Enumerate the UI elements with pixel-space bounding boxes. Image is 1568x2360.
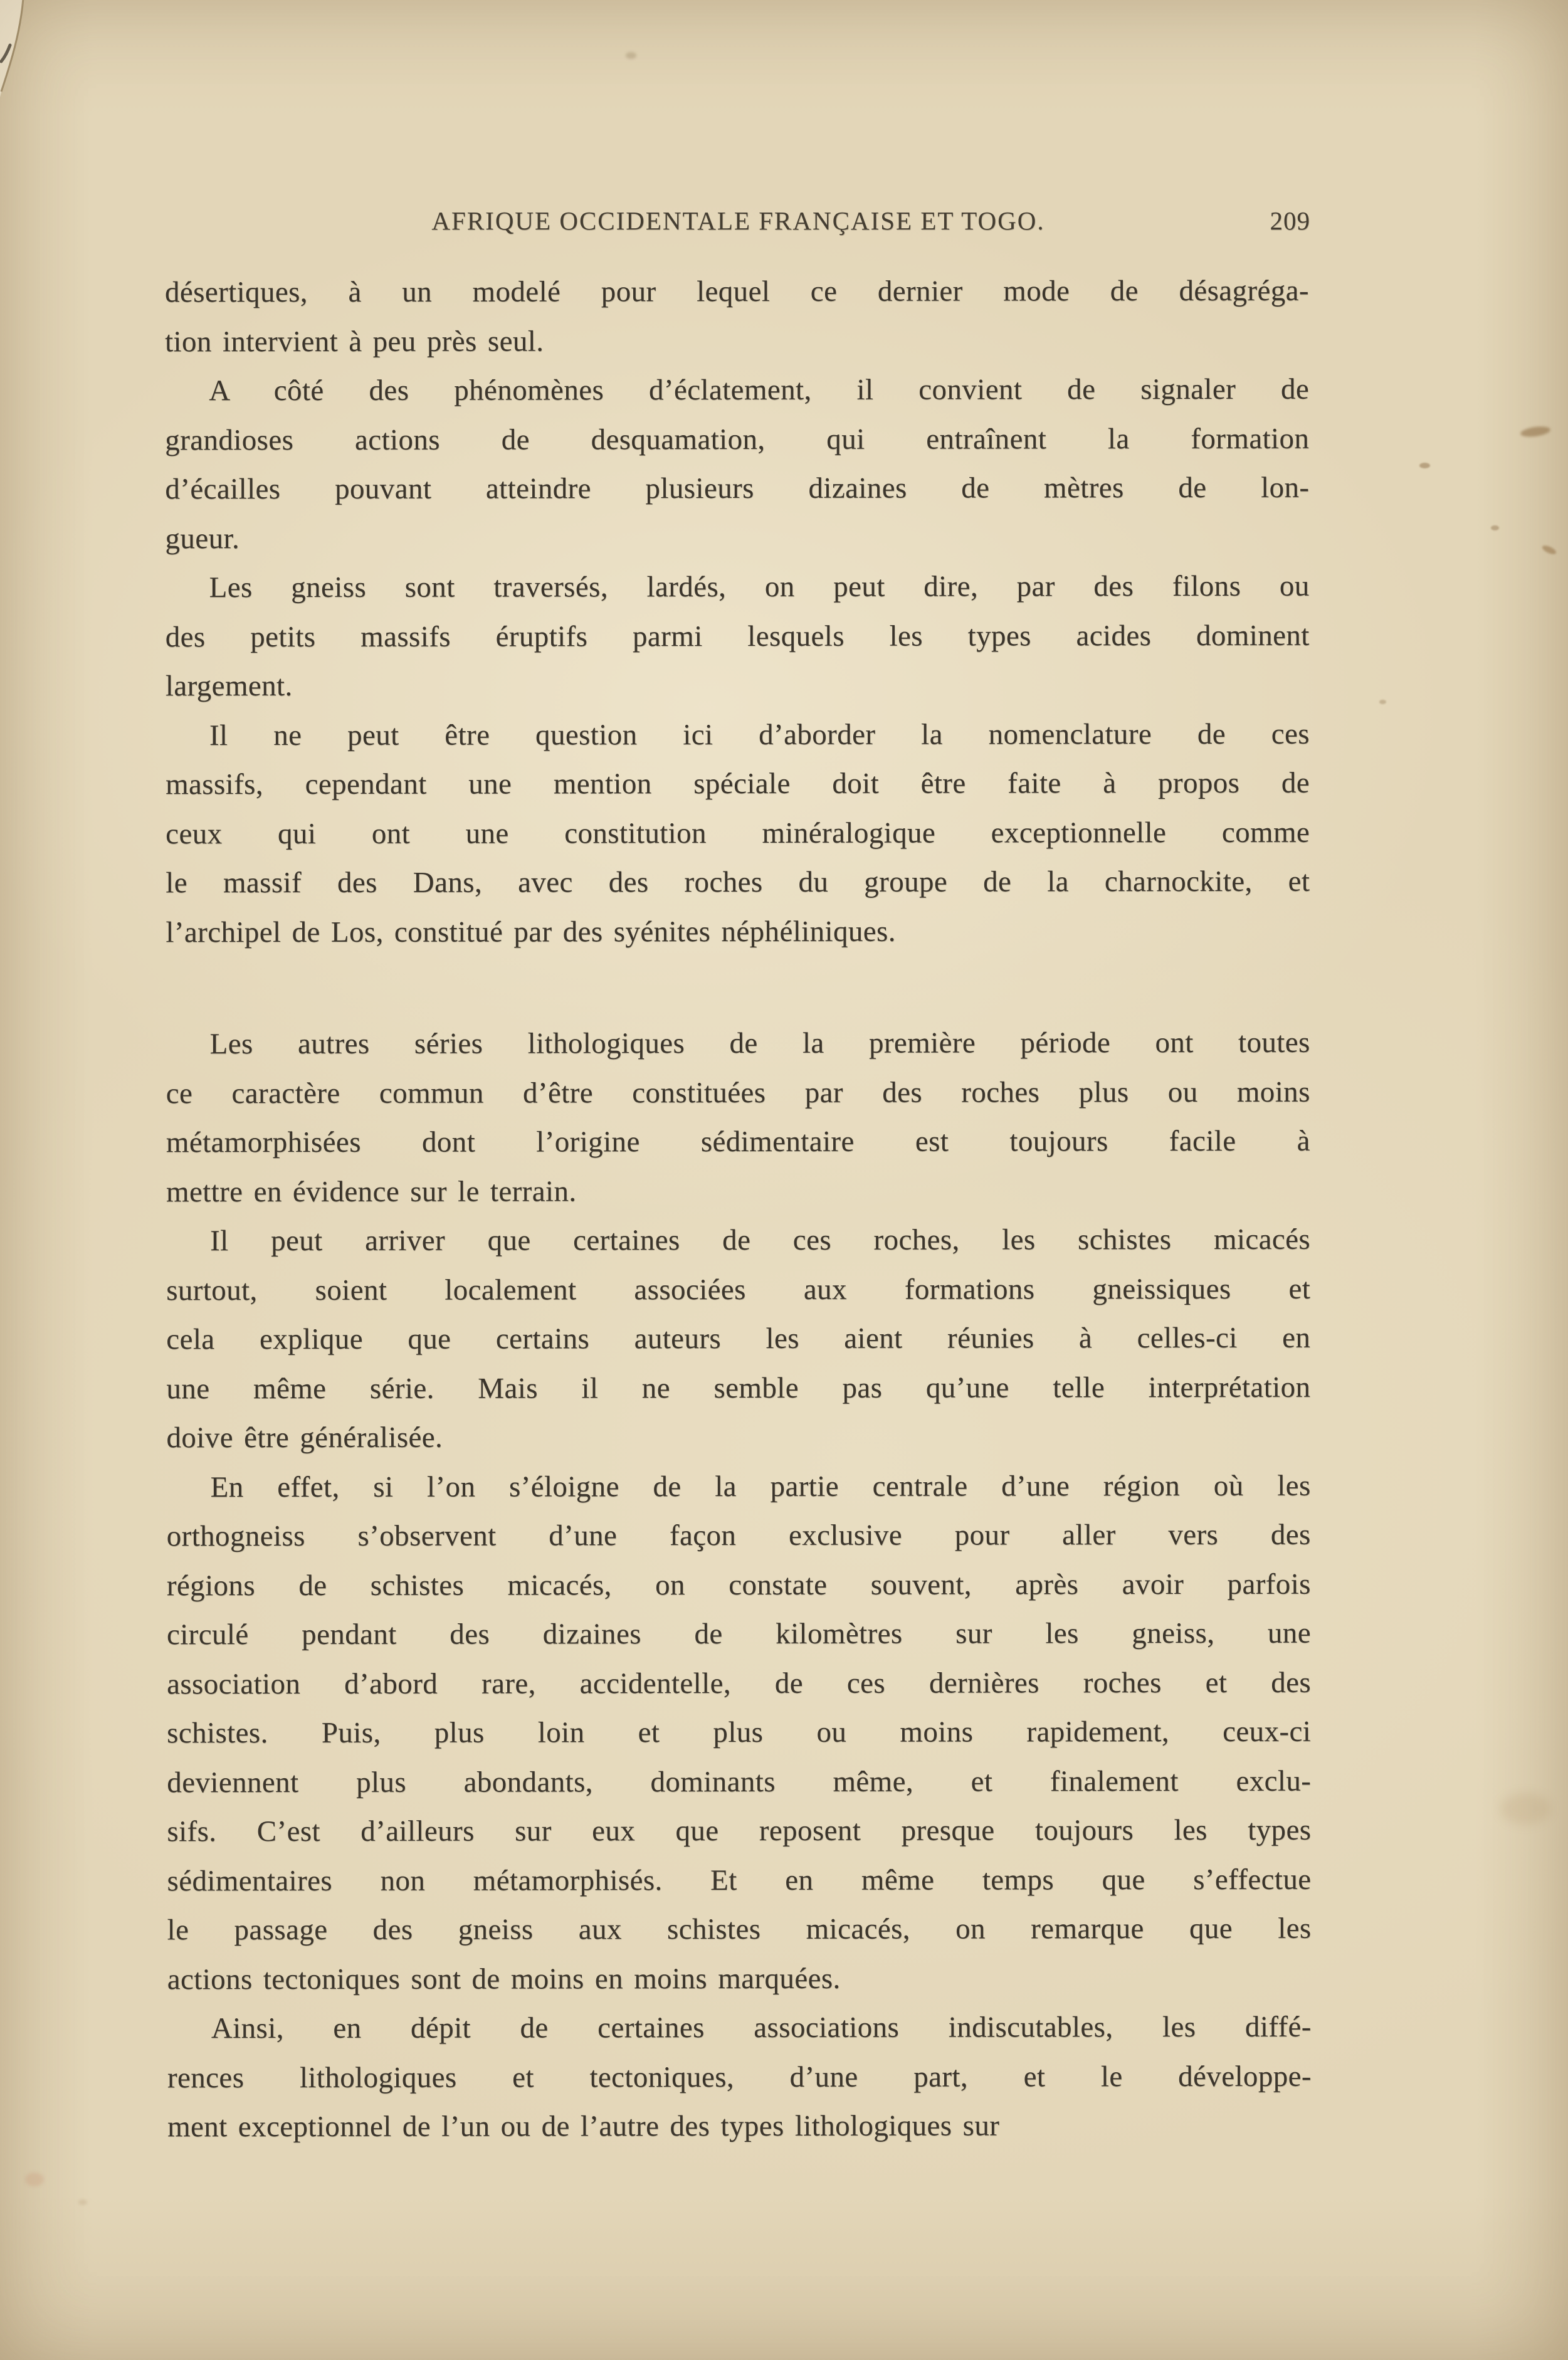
paragraph	[167, 2003, 1312, 2152]
text-line: sifs. C’est d’ailleurs sur eux que reposent presque toujours les types	[167, 1813, 1312, 1848]
text-line: A côté des phénomènes d’éclatement, il convient de signaler de	[209, 372, 1310, 408]
paper-tear-mark	[0, 0, 56, 119]
text-line: massifs, cependant une mention spéciale doit être faite à propos de	[166, 766, 1310, 801]
text-line: ment exceptionnel de l’un ou de l’autre des types lithologiques sur	[167, 2109, 1000, 2144]
paper-stain	[78, 2199, 87, 2205]
paragraph	[166, 1018, 1310, 1217]
paper-stain	[1520, 425, 1551, 439]
text-line: le passage des gneiss aux schistes micacés, on remarque que les	[167, 1912, 1312, 1947]
text-line: une même série. Mais il ne semble pas qu’une telle interprétation	[166, 1371, 1311, 1405]
text-line: rences lithologiques et tectoniques, d’une part, et le développe-	[167, 2060, 1312, 2094]
text-line: surtout, soient localement associées aux formations gneissiques et	[166, 1272, 1311, 1307]
text-line: régions de schistes micacés, on constate souvent, après avoir parfois	[166, 1567, 1311, 1602]
paragraph	[166, 562, 1310, 711]
text-line: l’archipel de Los, constitué par des syénites néphéliniques.	[166, 915, 896, 949]
text-line: métamorphisées dont l’origine sédimentaire est toujours facile à	[166, 1124, 1310, 1159]
page-header	[166, 204, 1310, 237]
paper-stain	[1419, 463, 1430, 468]
text-line: doive être généralisée.	[166, 1421, 443, 1455]
text-line: circulé pendant des dizaines de kilomètres sur les gneiss, une	[166, 1616, 1311, 1651]
text-line: Il ne peut être question ici d’aborder la nomenclature de ces	[209, 717, 1310, 752]
paper-stain	[1379, 700, 1386, 704]
text-line: En effet, si l’on s’éloigne de la partie centrale d’une région où les	[210, 1469, 1311, 1504]
page-text	[165, 266, 1312, 2152]
text-line: Ainsi, en dépit de certaines associations indiscutables, les diffé-	[211, 2010, 1312, 2045]
paper-stain	[1500, 1793, 1550, 1825]
running-title: AFRIQUE OCCIDENTALE FRANÇAISE ET TOGO.	[431, 206, 1045, 235]
text-line: Les gneiss sont traversés, lardés, on peut dire, par des filons ou	[209, 569, 1310, 604]
text-line: mettre en évidence sur le terrain.	[166, 1174, 577, 1208]
text-line: désertiques, à un modelé pour lequel ce dernier mode de désagréga-	[164, 274, 1309, 309]
text-line: tion intervient à peu près seul.	[165, 324, 544, 358]
text-line: ce caractère commun d’être constituées par des roches plus ou moins	[166, 1075, 1310, 1110]
paragraph	[165, 365, 1309, 564]
text-line: sédimentaires non métamorphisés. Et en même temps que s’effectue	[167, 1863, 1312, 1897]
paper-stain	[1541, 544, 1557, 556]
text-line: Les autres séries lithologiques de la première période ont toutes	[209, 1026, 1310, 1061]
text-line: Il peut arriver que certaines de ces roches, les schistes micacés	[210, 1223, 1311, 1258]
text-line: actions tectoniques sont de moins en moins marquées.	[167, 1962, 841, 1996]
page-number: 209	[1270, 206, 1310, 235]
paragraph	[166, 1215, 1311, 1463]
paper-stain	[626, 52, 636, 59]
paper-stain	[25, 2173, 44, 2186]
text-line: association d’abord rare, accidentelle, de ces dernières roches et des	[167, 1666, 1312, 1700]
text-line: ceux qui ont une constitution minéralogique exceptionnelle comme	[166, 816, 1310, 850]
paragraph	[167, 1461, 1312, 2004]
paragraph	[166, 709, 1310, 957]
text-line: des petits massifs éruptifs parmi lesquels les types acides dominent	[165, 619, 1310, 653]
text-line: largement.	[165, 669, 293, 703]
text-line: deviennent plus abondants, dominants même, et finalement exclu-	[167, 1764, 1312, 1799]
text-line: grandioses actions de desquamation, qui entraînent la formation	[165, 422, 1310, 456]
text-line: gueur.	[165, 522, 240, 555]
paragraph	[165, 266, 1309, 367]
text-line: schistes. Puis, plus loin et plus ou moins rapidement, ceux-ci	[167, 1715, 1312, 1750]
text-line: cela explique que certains auteurs les aient réunies à celles-ci en	[166, 1321, 1311, 1356]
text-line: d’écailles pouvant atteindre plusieurs dizaines de mètres de lon-	[165, 471, 1310, 506]
text-line: orthogneiss s’observent d’une façon exclusive pour aller vers des	[166, 1518, 1311, 1553]
paper-stain	[1491, 525, 1499, 530]
text-line: le massif des Dans, avec des roches du groupe de la charnockite, et	[166, 865, 1310, 900]
